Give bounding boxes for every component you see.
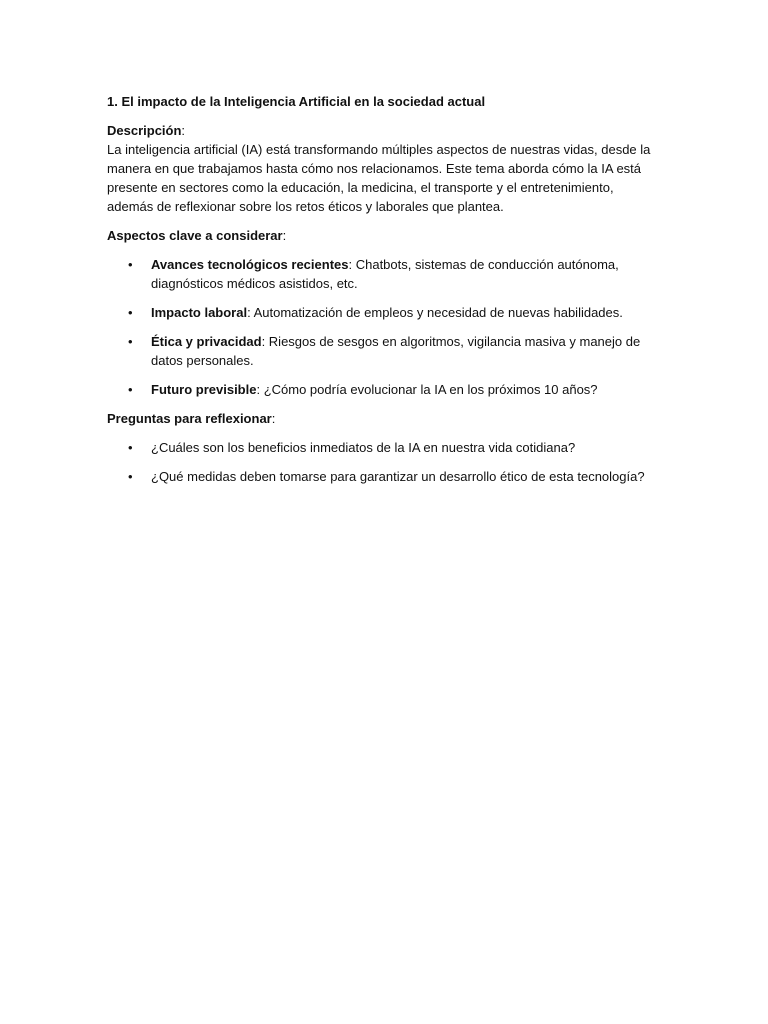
aspect-term: Avances tecnológicos recientes: [151, 257, 349, 272]
aspect-text: : Riesgos de sesgos en algoritmos, vigilancia masiva y manejo de datos personales.: [151, 334, 641, 368]
bullet-icon: •: [128, 305, 133, 320]
aspects-colon: :: [282, 228, 287, 243]
document-page: [107, 92, 657, 496]
aspects-list: [107, 255, 657, 399]
aspects-label: Aspectos clave a considerar: [107, 228, 283, 243]
question-text: ¿Cuáles son los beneficios inmediatos de la IA en nuestra vida cotidiana?: [151, 440, 576, 455]
list-item: [107, 467, 657, 486]
list-item: [107, 255, 657, 293]
bullet-icon: •: [128, 334, 133, 349]
list-item: [107, 380, 657, 399]
document-title: 1. El impacto de la Inteligencia Artificial en la sociedad actual: [107, 94, 486, 109]
questions-label: Preguntas para reflexionar: [107, 411, 272, 426]
questions-list: [107, 438, 657, 486]
aspect-text: : Automatización de empleos y necesidad de nuevas habilidades.: [247, 305, 623, 320]
bullet-icon: •: [128, 382, 133, 397]
bullet-icon: •: [128, 440, 133, 455]
list-item: [107, 438, 657, 457]
list-item: [107, 332, 657, 370]
description-colon: :: [181, 123, 186, 138]
bullet-icon: •: [128, 469, 133, 484]
aspects-label-line: [107, 226, 657, 245]
description-text: La inteligencia artificial (IA) está transformando múltiples aspectos de nuestras vidas, desde la manera en que trabajamos hasta cómo nos relacionamos. Este tema aborda cómo la IA está presente en sectores como la educación, la medicina, el transporte y el entretenimiento, además de reflexionar sobre los retos éticos y laborales que plantea.: [107, 142, 651, 214]
questions-label-line: [107, 409, 657, 428]
description-label-line: [107, 121, 657, 140]
aspect-term: Futuro previsible: [151, 382, 257, 397]
bullet-icon: •: [128, 257, 133, 272]
aspect-term: Impacto laboral: [151, 305, 248, 320]
description-label: Descripción: [107, 123, 182, 138]
questions-colon: :: [271, 411, 276, 426]
list-item: [107, 303, 657, 322]
aspect-text: : Chatbots, sistemas de conducción autónoma, diagnósticos médicos asistidos, etc.: [151, 257, 619, 291]
aspect-text: : ¿Cómo podría evolucionar la IA en los próximos 10 años?: [256, 382, 598, 397]
question-text: ¿Qué medidas deben tomarse para garantizar un desarrollo ético de esta tecnología?: [151, 469, 645, 484]
aspect-term: Ética y privacidad: [151, 334, 262, 349]
